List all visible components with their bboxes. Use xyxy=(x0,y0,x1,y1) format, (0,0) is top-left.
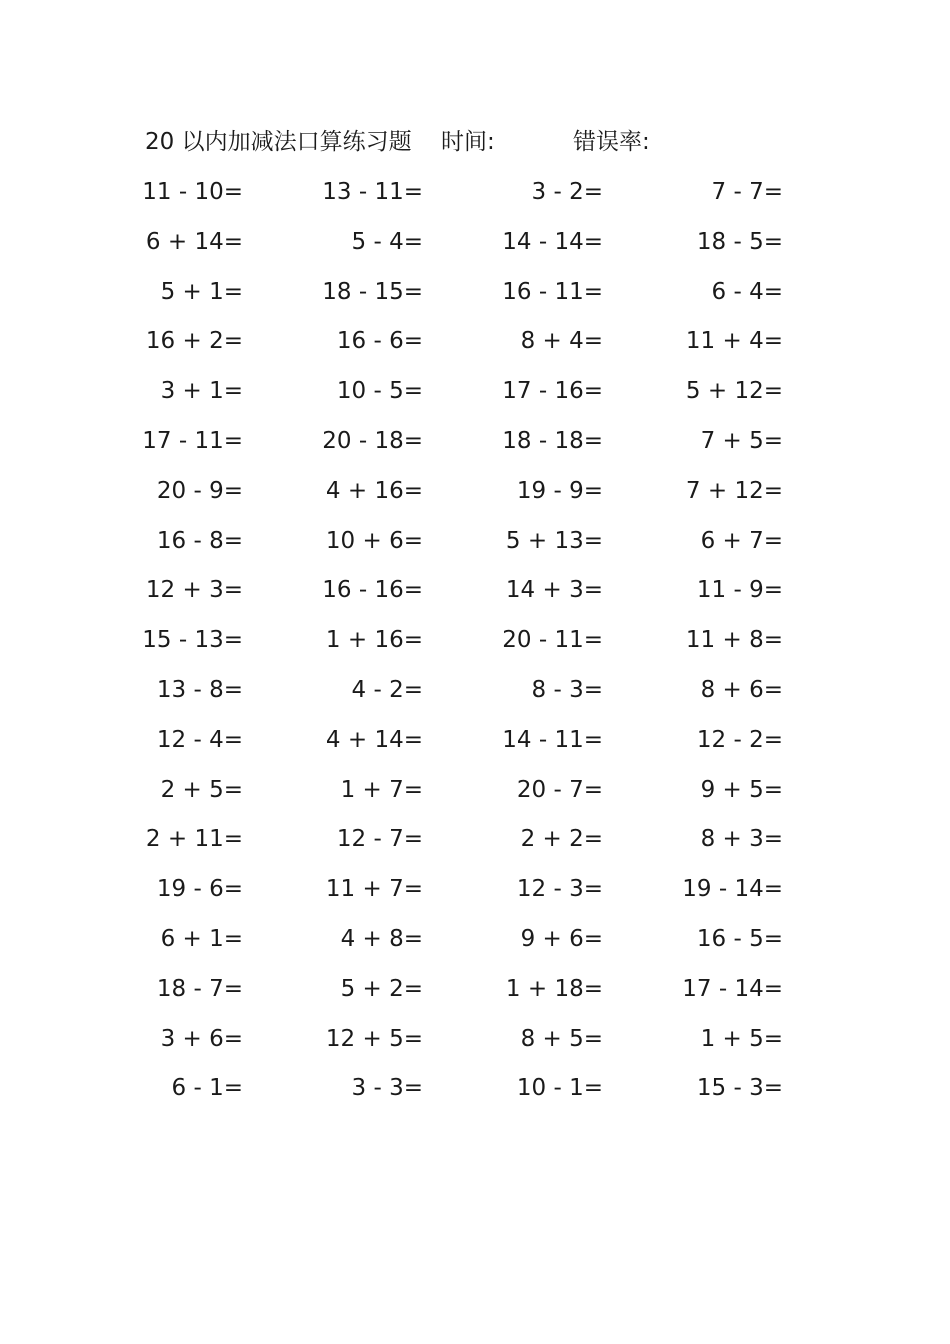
time-label: 时间: xyxy=(441,129,495,155)
math-problem: 15 - 3= xyxy=(696,1075,783,1102)
problem-row xyxy=(0,222,950,272)
problem-row xyxy=(0,570,950,620)
math-problem: 3 - 2= xyxy=(531,179,603,205)
problem-row xyxy=(0,819,950,869)
math-problem: 12 - 4= xyxy=(156,726,243,753)
math-problem: 5 + 12= xyxy=(685,378,783,405)
math-problem: 12 - 2= xyxy=(696,726,783,753)
math-problem: 6 - 1= xyxy=(171,1075,243,1102)
math-problem: 17 - 11= xyxy=(142,427,243,454)
math-problem: 4 + 14= xyxy=(325,726,423,753)
problem-row xyxy=(0,720,950,770)
math-problem: 16 - 5= xyxy=(696,925,783,952)
math-problem: 2 + 5= xyxy=(160,776,243,803)
math-problem: 1 + 7= xyxy=(340,776,423,803)
error-rate-label: 错误率: xyxy=(573,129,650,155)
math-problem: 13 - 8= xyxy=(156,676,243,703)
math-problem: 3 + 6= xyxy=(160,1025,243,1052)
math-problem: 9 + 5= xyxy=(700,776,783,803)
math-problem: 17 - 16= xyxy=(502,378,603,405)
math-problem: 20 - 11= xyxy=(502,627,603,654)
math-problem: 11 + 8= xyxy=(685,627,783,654)
math-problem: 10 - 1= xyxy=(516,1075,603,1102)
math-problem: 12 - 3= xyxy=(516,876,603,903)
math-problem: 7 + 12= xyxy=(685,477,783,504)
math-problem: 4 - 2= xyxy=(351,676,423,703)
problem-grid xyxy=(0,172,950,1118)
math-problem: 5 + 1= xyxy=(160,278,243,305)
math-problem: 11 + 7= xyxy=(325,876,423,903)
problem-row xyxy=(0,919,950,969)
math-problem: 12 + 5= xyxy=(325,1025,423,1052)
problem-row xyxy=(0,471,950,521)
math-problem: 1 + 18= xyxy=(505,975,603,1002)
math-problem: 1 + 16= xyxy=(325,627,423,654)
math-problem: 12 + 3= xyxy=(145,577,243,604)
math-problem: 19 - 6= xyxy=(156,876,243,903)
math-problem: 19 - 9= xyxy=(516,477,603,504)
math-problem: 7 - 7= xyxy=(711,179,783,205)
problem-row xyxy=(0,869,950,919)
math-problem: 8 + 6= xyxy=(700,676,783,703)
math-problem: 2 + 2= xyxy=(520,826,603,853)
math-problem: 16 - 8= xyxy=(156,527,243,554)
math-problem: 12 - 7= xyxy=(336,826,423,853)
problem-row xyxy=(0,670,950,720)
math-problem: 18 - 18= xyxy=(502,427,603,454)
math-problem: 16 - 11= xyxy=(502,278,603,305)
math-problem: 6 + 14= xyxy=(145,228,243,255)
problem-row xyxy=(0,1019,950,1069)
math-problem: 16 + 2= xyxy=(145,328,243,355)
math-problem: 9 + 6= xyxy=(520,925,603,952)
math-problem: 13 - 11= xyxy=(322,179,423,205)
problem-row xyxy=(0,371,950,421)
math-problem: 10 + 6= xyxy=(325,527,423,554)
math-problem: 4 + 8= xyxy=(340,925,423,952)
math-problem: 6 + 1= xyxy=(160,925,243,952)
worksheet-header xyxy=(145,124,845,160)
math-problem: 15 - 13= xyxy=(142,627,243,654)
math-problem: 2 + 11= xyxy=(145,826,243,853)
math-problem: 16 - 6= xyxy=(336,328,423,355)
math-problem: 20 - 7= xyxy=(516,776,603,803)
math-problem: 10 - 5= xyxy=(336,378,423,405)
problem-row xyxy=(0,620,950,670)
math-problem: 4 + 16= xyxy=(325,477,423,504)
problem-row xyxy=(0,969,950,1019)
math-problem: 14 - 14= xyxy=(502,228,603,255)
problem-row xyxy=(0,521,950,571)
problem-row xyxy=(0,421,950,471)
math-problem: 6 + 7= xyxy=(700,527,783,554)
math-problem: 3 + 1= xyxy=(160,378,243,405)
math-problem: 20 - 18= xyxy=(322,427,423,454)
math-problem: 8 + 5= xyxy=(520,1025,603,1052)
math-problem: 5 + 13= xyxy=(505,527,603,554)
math-problem: 14 - 11= xyxy=(502,726,603,753)
problem-row xyxy=(0,172,950,222)
math-problem: 5 - 4= xyxy=(351,228,423,255)
math-problem: 5 + 2= xyxy=(340,975,423,1002)
problem-row xyxy=(0,770,950,820)
math-problem: 6 - 4= xyxy=(711,278,783,305)
math-problem: 8 + 3= xyxy=(700,826,783,853)
math-problem: 17 - 14= xyxy=(682,975,783,1002)
math-problem: 18 - 15= xyxy=(322,278,423,305)
math-problem: 14 + 3= xyxy=(505,577,603,604)
math-problem: 18 - 7= xyxy=(156,975,243,1002)
math-problem: 11 + 4= xyxy=(685,328,783,355)
math-problem: 16 - 16= xyxy=(322,577,423,604)
math-problem: 8 + 4= xyxy=(520,328,603,355)
problem-row xyxy=(0,1068,950,1118)
problem-row xyxy=(0,321,950,371)
worksheet-title: 20 以内加减法口算练习题 xyxy=(145,129,412,155)
problem-row xyxy=(0,272,950,322)
math-problem: 18 - 5= xyxy=(696,228,783,255)
math-problem: 20 - 9= xyxy=(156,477,243,504)
math-problem: 8 - 3= xyxy=(531,676,603,703)
math-problem: 11 - 9= xyxy=(696,577,783,604)
math-problem: 1 + 5= xyxy=(700,1025,783,1052)
math-problem: 19 - 14= xyxy=(682,876,783,903)
math-problem: 3 - 3= xyxy=(351,1075,423,1102)
math-problem: 7 + 5= xyxy=(700,427,783,454)
math-problem: 11 - 10= xyxy=(142,179,243,205)
